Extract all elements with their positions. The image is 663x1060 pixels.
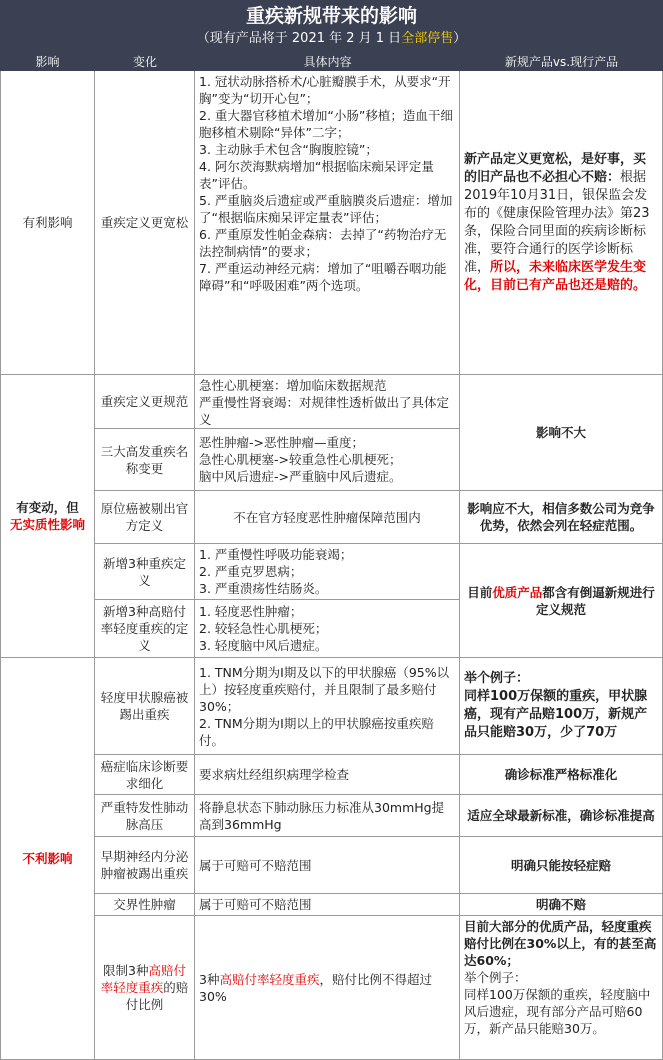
neutral-change-1: 重疾定义更规范	[95, 375, 195, 429]
unfavorable-change-2: 癌症临床诊断要求细化	[95, 755, 195, 795]
neutral-label-part1: 有变动，但	[16, 500, 79, 515]
neutral-compare-2: 影响应不大，相信多数公司为竞争优势，依然会列在轻症范围。	[460, 491, 663, 544]
neutral-change-2: 三大高发重疾名称变更	[95, 429, 195, 491]
favorable-label: 有利影响	[0, 71, 95, 375]
unfavorable-change-1: 轻度甲状腺癌被踢出重疾	[95, 658, 195, 755]
unfavorable-content-6-prefix: 3种	[199, 971, 220, 987]
neutral-label-part2: 无实质性影响	[9, 517, 85, 532]
neutral-content-5: 1. 轻度恶性肿瘤； 2. 较轻急性心肌梗死； 3. 轻度脑中风后遗症。	[195, 600, 460, 658]
neutral-compare-3-red: 优质产品	[492, 584, 543, 600]
header-compare: 新规产品vs.现行产品	[504, 55, 619, 69]
unfavorable-content-6-red: 高赔付率轻度重疾	[219, 971, 320, 987]
favorable-content-item: 1. 冠状动脉搭桥术/心脏瓣膜手术，从要求“开胸”变为“切开心包”；	[199, 74, 451, 106]
unfavorable-compare-6	[460, 916, 663, 1060]
favorable-content	[195, 71, 460, 375]
header-change: 变化	[132, 55, 157, 69]
unfavorable-change-3: 严重特发性肺动脉高压	[95, 795, 195, 837]
favorable-content-item: 7. 严重运动神经元病：增加了“咀嚼吞咽功能障碍”和“呼吸困难”两个选项。	[199, 261, 447, 293]
neutral-compare-1: 影响不大	[460, 375, 663, 491]
unfavorable-change-6	[95, 916, 195, 1060]
unfavorable-content-6-suffix: ，赔付比例不得超过30%	[199, 971, 432, 1004]
neutral-content-3: 不在官方轻度恶性肿瘤保障范围内	[195, 491, 460, 544]
neutral-compare-3-suffix: 都含有倒逼新规进行定义规范	[535, 584, 655, 617]
neutral-content-1: 急性心肌梗塞：增加临床数据规范 严重慢性肾衰竭：对规律性透析做出了具体定义	[195, 375, 460, 429]
unfavorable-content-5: 属于可赔可不赔范围	[195, 894, 460, 916]
unfavorable-label: 不利影响	[0, 658, 95, 1060]
favorable-content-item: 4. 阿尔茨海默病增加“根据临床痴呆评定量表”评估。	[199, 159, 434, 191]
neutral-content-4: 1. 严重慢性呼吸功能衰竭； 2. 严重克罗恩病； 3. 严重溃疡性结肠炎。	[195, 544, 460, 600]
neutral-change-5: 新增3种高赔付率轻度重疾的定义	[95, 600, 195, 658]
favorable-content-item: 5. 严重脑炎后遗症或严重脑膜炎后遗症：增加了“根据临床痴呆评定量表”评估；	[199, 193, 453, 225]
unfavorable-content-6	[195, 916, 460, 1060]
table-header	[0, 53, 663, 71]
favorable-change: 重疾定义更宽松	[95, 71, 195, 375]
unfavorable-compare-6-normal: 举个例子： 同样100万保额的重疾，轻度脑中风后遗症，现有部分产品可赔60万，新产品只能赔30万。	[464, 970, 651, 1036]
title-bar	[0, 0, 663, 53]
neutral-change-4: 新增3种重疾定义	[95, 544, 195, 600]
favorable-content-item: 6. 严重原发性帕金森病：去掉了“药物治疗无法控制病情”的要求；	[199, 227, 447, 259]
unfavorable-compare-6-bold: 目前大部分的优质产品，轻度重疾赔付比例在30%以上，有的甚至高达60%；	[464, 919, 657, 968]
header-content: 具体内容	[303, 55, 352, 69]
unfavorable-content-1: 1. TNM分期为Ⅰ期及以下的甲状腺癌（95%以上）按轻度重疾赔付，并且限制了最多赔付30%； 2. TNM分期为Ⅰ期以上的甲状腺癌按重疾赔付。	[195, 658, 460, 755]
unfavorable-change-6-suffix: 的赔付比例	[125, 980, 189, 1012]
unfavorable-compare-4: 明确只能按轻症赔	[460, 837, 663, 894]
unfavorable-content-2: 要求病灶经组织病理学检查	[195, 755, 460, 795]
subtitle-suffix: ）	[453, 31, 467, 46]
neutral-change-3: 原位癌被剔出官方定义	[95, 491, 195, 544]
unfavorable-change-6-prefix: 限制3种	[103, 963, 149, 978]
unfavorable-content-3: 将静息状态下肺动脉压力标准从30mmHg提高到36mmHg	[195, 795, 460, 837]
favorable-content-item: 2. 重大器官移植术增加“小肠”移植；造血干细胞移植术剔除“异体”二字；	[199, 108, 453, 140]
favorable-content-item: 3. 主动脉手术包含“胸腹腔镜”；	[199, 142, 378, 157]
favorable-compare-bold: 新产品定义更宽松，是好事，买的旧产品也不必担心不赔：	[464, 151, 647, 185]
unfavorable-compare-3: 适应全球最新标准，确诊标准提高	[460, 795, 663, 837]
unfavorable-change-4: 早期神经内分泌肿瘤被踢出重疾	[95, 837, 195, 894]
unfavorable-change-6-red: 高赔付率轻度重疾	[100, 963, 186, 995]
neutral-compare-3-prefix: 目前	[467, 584, 493, 600]
neutral-compare-3	[460, 544, 663, 658]
page-subtitle	[0, 30, 663, 48]
favorable-compare-red: 所以，未来临床医学发生变化，目前已有产品也还是赔的。	[464, 259, 647, 293]
neutral-content-2: 恶性肿瘤->恶性肿瘤—重度； 急性心肌梗塞->较重急性心肌梗死； 脑中风后遗症->严重脑中风后遗症。	[195, 429, 460, 491]
unfavorable-content-4: 属于可赔可不赔范围	[195, 837, 460, 894]
header-impact: 影响	[35, 55, 60, 69]
subtitle-prefix: （现有产品将于 2021 年 2 月 1 日	[196, 31, 402, 46]
unfavorable-compare-5: 明确不赔	[460, 894, 663, 916]
favorable-compare-normal: 根据2019年10月31日，银保监会发布的《健康保险管理办法》第23条，保险合同里面的疾病诊断标准，要符合通行的医学诊断标准，	[464, 169, 650, 275]
unfavorable-compare-2: 确诊标准严格标准化	[460, 755, 663, 795]
favorable-compare	[460, 71, 663, 375]
subtitle-highlight: 全部停售	[401, 31, 454, 46]
table-body	[0, 71, 663, 1060]
neutral-label	[0, 375, 95, 658]
page-title: 重疾新规带来的影响	[245, 5, 417, 27]
unfavorable-compare-1: 举个例子： 同样100万保额的重疾，甲状腺癌，现有产品赔100万，新规产品只能赔30万，少了70万	[460, 658, 663, 755]
unfavorable-change-5: 交界性肿瘤	[95, 894, 195, 916]
